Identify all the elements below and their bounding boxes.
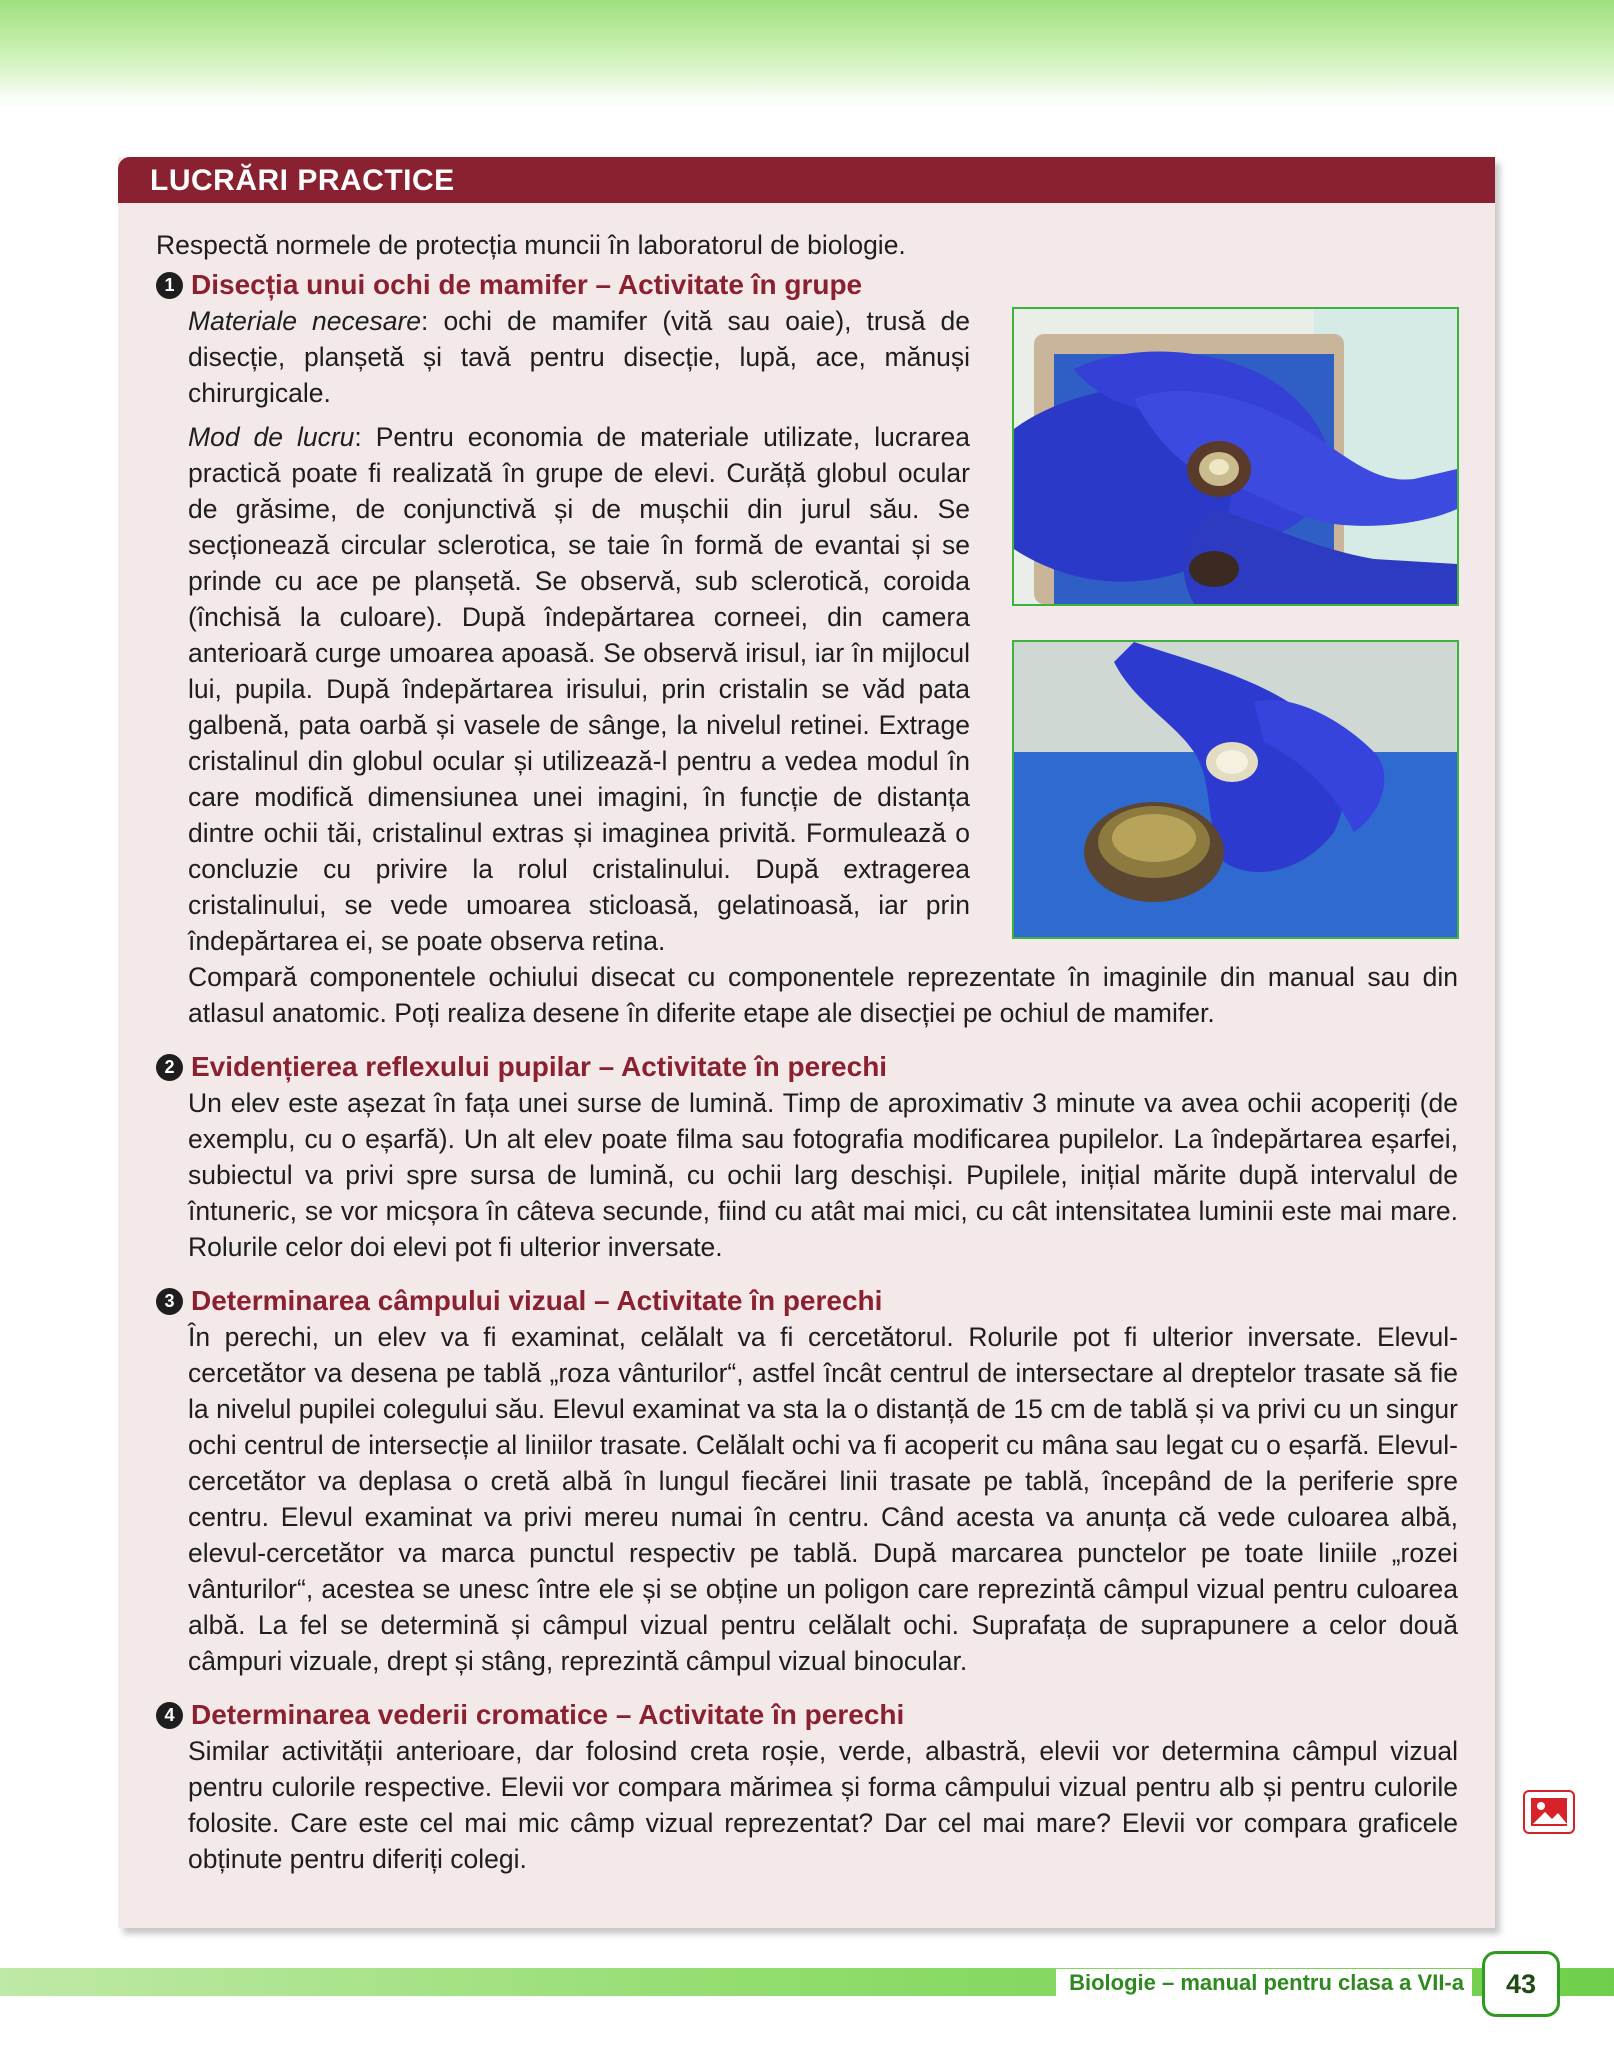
- section-heading: [156, 1697, 1458, 1733]
- section-body: [188, 1085, 1458, 1265]
- materials-paragraph: [188, 303, 970, 411]
- dissection-photo-1-drawing: [1014, 309, 1457, 604]
- panel-header: [118, 157, 1495, 203]
- section-heading: [156, 267, 1458, 303]
- page-number: 43: [1482, 1951, 1560, 2017]
- section-number-badge: 2: [156, 1054, 183, 1081]
- method-text: : Pentru economia de materiale utilizate, lucrarea practică poate fi realizată în grupe de elevi. Curăță globul ocular de grăsime, de conjunctivă și de mușchii din jurul său. Se secționează circular sclerotica, se taie în formă de evantai și se prinde cu ace pe planșetă. Se observă, sub sclerotică, coroida (închisă la culoare). După îndepărtarea corneei, din camera anterioară curge umoarea apoasă. Se observă irisul, iar în mijlocul lui, pupila. După îndepărtarea irisului, prin cristalin se văd pata galbenă, pata oarbă și vasele de sânge, la nivelul retinei. Extrage cristalinul din globul ocular și utilizează-l pentru a vedea modul în care modifică dimensiunea unei imagini, în funcție de distanța dintre ochii tăi, cristalinul extras și imaginea privită. Formulează o concluzie cu privire la rolul cristalinului. După extragerea cristalinului, se vede umoarea sticloasă, gelatinoasă, iar prin îndepărtarea ei, se poate observa retina.: [188, 422, 970, 956]
- section-paragraph: Un elev este așezat în fața unei surse de lumină. Timp de aproximativ 3 minute va avea ochii acoperiți (de exemplu, cu o eșarfă). Un alt elev poate filma sau fotografia modificarea pupilelor. La îndepărtarea eșarfei, subiectul va privi spre sursa de lumină, cu ochii larg deschiși. Pupilele, inițial mărite după intervalul de întuneric, se vor micșora în câteva secunde, fiind cu atât mai mici, cu cât intensitatea luminii este mai mare. Rolurile celor doi elevi pot fi ulterior inversate.: [188, 1088, 1458, 1262]
- method-label: Mod de lucru: [188, 422, 355, 452]
- section-title: Determinarea vederii cromatice – Activitate în perechi: [191, 1699, 905, 1730]
- section-body: [188, 1733, 1458, 1877]
- section-color-vision: [156, 1697, 1458, 1877]
- footer-book-title: Biologie – manual pentru clasa a VII-a: [1056, 1969, 1472, 1997]
- panel-title: LUCRĂRI PRACTICE: [150, 164, 455, 197]
- section-heading: [156, 1283, 1458, 1319]
- section-paragraph: Similar activității anterioare, dar folosind creta roșie, verde, albastră, elevii vor determina câmpul vizual pentru culorile respective. Elevii vor compara mărimea și forma câmpului vizual pentru alb și pentru culorile folosite. Care este cel mai mic câmp vizual reprezentat? Dar cel mai mare? Elevii vor compara graficele obținute pentru diferiți colegi.: [188, 1736, 1458, 1874]
- section-body: [188, 1319, 1458, 1679]
- intro-text: Respectă normele de protecția muncii în laboratorul de biologie.: [156, 230, 906, 260]
- section-title: Determinarea câmpului vizual – Activitate în perechi: [191, 1285, 883, 1316]
- dissection-photo-2-drawing: [1014, 642, 1457, 937]
- section-paragraph: În perechi, un elev va fi examinat, celălalt va fi cercetătorul. Rolurile pot fi ulterior inversate. Elevul-cercetător va desena pe tablă „roza vânturilor“, astfel încât centrul de intersectare al dreptelor trasate să fie la nivelul pupilei colegului său. Elevul examinat va sta la o distanță de 15 cm de tablă și va privi cu un singur ochi centrul de intersecție al liniilor trasate. Celălalt ochi va fi acoperit cu mâna sau legat cu o eșarfă. Elevul-cercetător va deplasa o cretă albă în lungul fiecărei linii trasate pe tablă, începând de la periferie spre centru. Elevul examinat va privi mereu numai în centru. Când acesta va anunța că vede culoarea albă, elevul-cercetător va marca punctul respectiv pe tablă. După marcarea punctelor pe toate liniile „rozei vânturilor“, acestea se unesc între ele și se obține un poligon care reprezintă câmpul vizual pentru culoarea albă. La fel se determină și câmpul vizual pentru celălalt ochi. Suprafața de suprapunere a celor două câmpuri vizuale, drept și stâng, reprezintă câmpul vizual binocular.: [188, 1322, 1458, 1676]
- section-number-badge: 1: [156, 272, 183, 299]
- section-title: Evidențierea reflexului pupilar – Activitate în perechi: [191, 1051, 888, 1082]
- compare-paragraph: Compară componentele ochiului disecat cu componentele reprezentate în imaginile din manual sau din atlasul anatomic. Poți realiza desene în diferite etape ale disecției pe ochiul de mamifer.: [188, 962, 1458, 1028]
- section-title: Disecția unui ochi de mamifer – Activitate în grupe: [191, 269, 863, 300]
- section-visual-field: [156, 1283, 1458, 1679]
- method-paragraph: [188, 419, 970, 959]
- image-gallery-icon-drawing: [1525, 1792, 1573, 1832]
- section-number-badge: 4: [156, 1702, 183, 1729]
- section-pupillary-reflex: [156, 1049, 1458, 1265]
- materials-text: : ochi de mamifer (vită sau oaie), trusă de disecție, planșetă și tavă pentru disecție, lupă, ace, mănuși chirurgicale.: [188, 306, 970, 408]
- top-decorative-band: [0, 0, 1614, 110]
- dissection-photo-1: [1012, 307, 1459, 606]
- section-number-badge: 3: [156, 1288, 183, 1315]
- dissection-photo-2: [1012, 640, 1459, 939]
- section-heading: [156, 1049, 1458, 1085]
- materials-label: Materiale necesare: [188, 306, 422, 336]
- image-gallery-icon[interactable]: [1523, 1790, 1575, 1834]
